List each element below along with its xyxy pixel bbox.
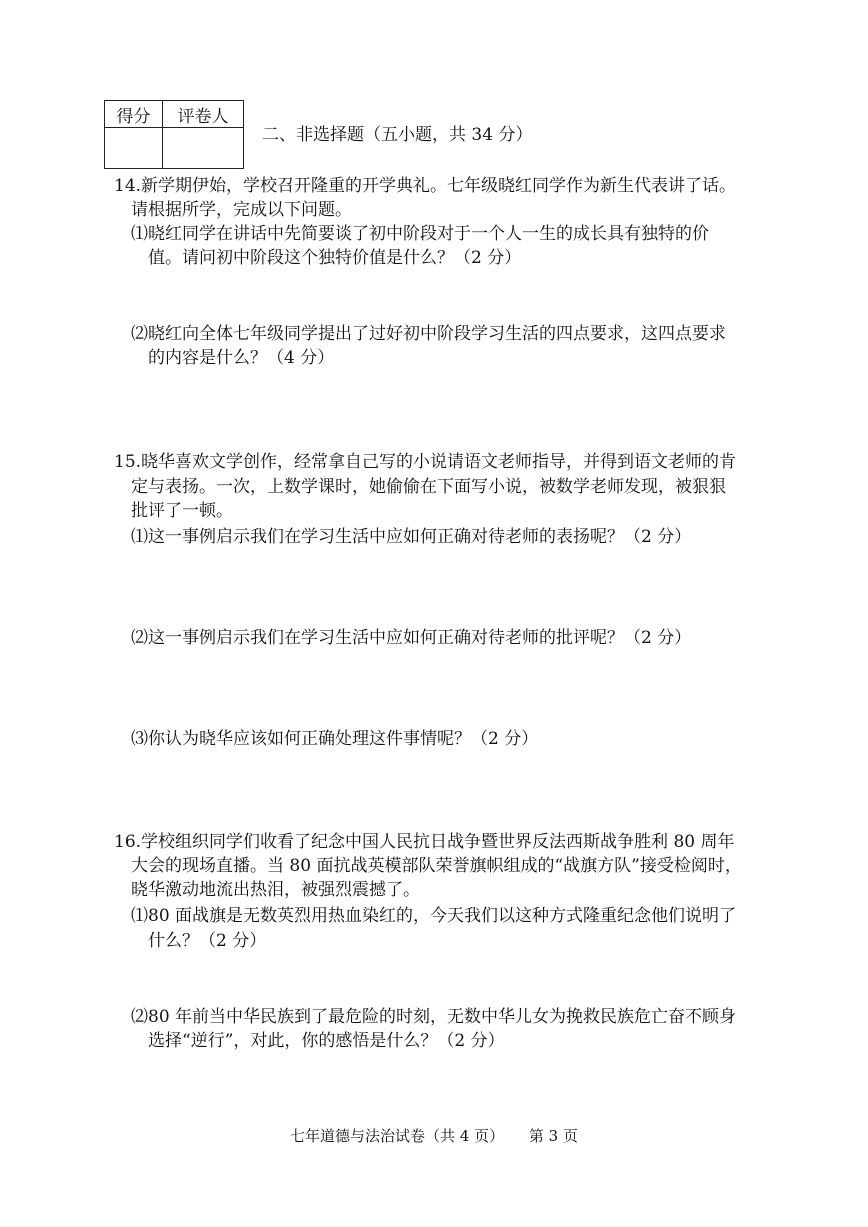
q15-sub2: ⑵这一事例启示我们在学习生活中应如何正确对待老师的批评呢？（2 分） bbox=[131, 628, 692, 648]
score-cell bbox=[105, 128, 163, 169]
grader-cell bbox=[163, 128, 244, 169]
exam-title: 七年道德与法治试卷（共 4 页） bbox=[290, 1127, 505, 1145]
q14-sub2-line2: 的内容是什么？（4 分） bbox=[148, 348, 335, 368]
grader-label: 评卷人 bbox=[163, 101, 244, 128]
page-number: 第 3 页 bbox=[528, 1127, 578, 1145]
page-footer bbox=[0, 1125, 868, 1146]
section-title: 二、非选择题（五小题，共 34 分） bbox=[262, 125, 533, 145]
q16-stem-line1: 16.学校组织同学们收看了纪念中国人民抗日战争暨世界反法西斯战争胜利 80 周年 bbox=[114, 832, 735, 852]
q16-sub2-line2: 选择“逆行”，对此，你的感悟是什么？（2 分） bbox=[148, 1031, 505, 1051]
q15-stem-line3: 批评了一顿。 bbox=[131, 501, 233, 521]
q14-sub1-line2: 值。请问初中阶段这个独特价值是什么？（2 分） bbox=[148, 248, 522, 268]
score-label: 得分 bbox=[105, 101, 163, 128]
q15-sub1: ⑴这一事例启示我们在学习生活中应如何正确对待老师的表扬呢？（2 分） bbox=[131, 527, 692, 547]
q16-sub1-line2: 什么？（2 分） bbox=[148, 931, 267, 951]
q16-sub1-line1: ⑴80 面战旗是无数英烈用热血染红的，今天我们以这种方式隆重纪念他们说明了 bbox=[131, 906, 737, 926]
q14-sub2-line1: ⑵晓红向全体七年级同学提出了过好初中阶段学习生活的四点要求，这四点要求 bbox=[131, 324, 726, 344]
q14-stem-line2: 请根据所学，完成以下问题。 bbox=[131, 200, 352, 220]
score-box bbox=[104, 100, 244, 169]
q16-stem-line2: 大会的现场直播。当 80 面抗战英模部队荣誉旗帜组成的“战旗方队”接受检阅时， bbox=[131, 856, 742, 876]
q16-sub2-line1: ⑵80 年前当中华民族到了最危险的时刻，无数中华儿女为挽救民族危亡奋不顾身 bbox=[131, 1007, 737, 1027]
q14-sub1-line1: ⑴晓红同学在讲话中先简要谈了初中阶段对于一个人一生的成长具有独特的价 bbox=[131, 224, 709, 244]
q15-stem-line2: 定与表扬。一次，上数学课时，她偷偷在下面写小说，被数学老师发现，被狠狠 bbox=[131, 477, 726, 497]
q15-stem-line1: 15.晓华喜欢文学创作，经常拿自己写的小说请语文老师指导，并得到语文老师的肯 bbox=[114, 452, 737, 472]
q14-stem-line1: 14.新学期伊始，学校召开隆重的开学典礼。七年级晓红同学作为新生代表讲了话。 bbox=[114, 176, 737, 196]
q16-stem-line3: 晓华激动地流出热泪，被强烈震撼了。 bbox=[131, 880, 420, 900]
q15-sub3: ⑶你认为晓华应该如何正确处理这件事情呢？（2 分） bbox=[131, 729, 539, 749]
